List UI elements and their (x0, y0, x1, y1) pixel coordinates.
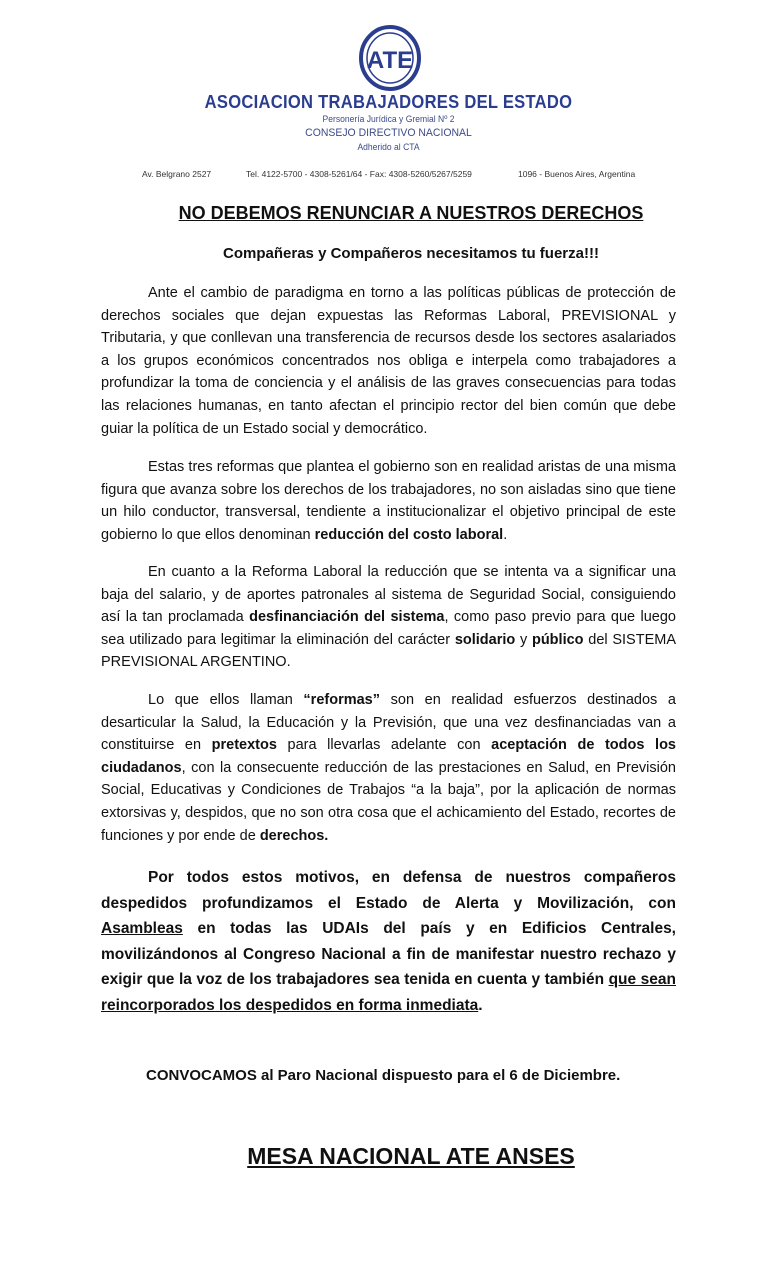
org-affiliation: Adherido al CTA (357, 142, 420, 152)
p3-text-d: del SISTEMA PREVISIONAL ARGENTINO. (101, 631, 676, 671)
letterhead (0, 0, 777, 190)
p4-emphasis-a: “reformas” (303, 692, 380, 708)
p3-text-a: En cuanto a la Reforma Laboral la reducción que se intenta va a significar una baja del salario, y de aportes patronales al sistema de Seguridad Social, consiguiendo así la tan proclamada (101, 564, 676, 626)
paragraph-3 (101, 561, 676, 674)
p2-end: . (503, 526, 508, 543)
p4-emphasis-b: pretextos (211, 737, 277, 754)
paragraph-1 (101, 282, 676, 440)
p5-text-b: en todas las UDAIs del país y en Edificios Centrales, movilizándonos al Congreso Nacional a fin de manifestar nuestro rechazo y exigir que la voz de los trabajadores sea tenida en cuenta y también (101, 920, 676, 988)
p2-emphasis: reducción del costo laboral (314, 526, 504, 543)
strike-call: CONVOCAMOS al Paro Nacional dispuesto para el 6 de Diciembre. (146, 1067, 621, 1084)
document-subtitle: Compañeras y Compañeros necesitamos tu fuerza!!! (223, 245, 599, 262)
p3-emphasis-a: desfinanciación del sistema (249, 609, 445, 626)
org-council: CONSEJO DIRECTIVO NACIONAL (305, 127, 472, 139)
ate-logo (358, 24, 422, 92)
p3-text-c: y (515, 631, 532, 648)
p5-end: . (478, 996, 483, 1014)
contact-address: Av. Belgrano 2527 (142, 169, 212, 179)
p4-text-c: para llevarlas adelante con (276, 737, 492, 754)
paragraph-2 (101, 456, 676, 546)
p4-text-b: son en realidad esfuerzos destinados a desarticular la Salud, la Educación y la Previsión, que una vez desfinanciadas van a constituirse en (101, 692, 676, 754)
p3-text-b: , como paso previo para que luego sea utilizado para legitimar la eliminación del carácter (101, 609, 676, 648)
p5-underline-b: que sean reincorporados los despedidos en forma inmediata (101, 971, 677, 1014)
p3-emphasis-c: público (531, 631, 584, 648)
org-legal-status: Personería Jurídica y Gremial Nº 2 (322, 114, 455, 124)
logo-text: ATE (366, 47, 414, 74)
org-name: ASOCIACION TRABAJADORES DEL ESTADO (204, 92, 573, 112)
p4-emphasis-d: derechos. (259, 827, 329, 844)
p4-text-d: , con la consecuente reducción de las prestaciones en Salud, en Previsión Social, Educativas y Condiciones de Trabajos “a la baja”, por la aplicación de normas extorsivas y, despidos, que no son otra cosa que el achicamiento del Estado, recortes de funciones y por ende de (101, 759, 676, 844)
paragraph-5 (101, 865, 676, 1018)
p4-text-a: Lo que ellos llaman (148, 692, 304, 708)
p1-text: Ante el cambio de paradigma en torno a las políticas públicas de protección de derechos sociales que dejan expuestas las Reformas Laboral, PREVISIONAL y Tributaria, y que conllevan una transferencia de recursos desde los sectores asalariados a los grupos económicos concentrados nos obliga e interpela como trabajadores a profundizar la toma de conciencia y el análisis de las graves consecuencias para todas las relaciones humanas, en tanto afectan el principio rector del bien común que debe guiar la política de un Estado social y democrático. (101, 285, 676, 437)
p3-emphasis-b: solidario (454, 631, 516, 648)
contact-city: 1096 - Buenos Aires, Argentina (518, 169, 636, 179)
p4-emphasis-c: aceptación de todos los ciudadanos (101, 737, 676, 776)
paragraph-4 (101, 689, 676, 847)
p5-underline-a: Asambleas (101, 920, 183, 937)
contact-phones: Tel. 4122-5700 - 4308-5261/64 - Fax: 4308-5260/5267/5259 (246, 169, 472, 179)
p2-text: Estas tres reformas que plantea el gobierno son en realidad aristas de una misma figura que avanza sobre los derechos de los trabajadores, no son aisladas sino que tiene un hilo conductor, transversal, tendiente a institucionalizar el objetivo principal de este gobierno lo que ellos denominan (101, 459, 676, 543)
document-title: NO DEBEMOS RENUNCIAR A NUESTROS DERECHOS (178, 203, 644, 223)
p5-text-a: Por todos estos motivos, en defensa de nuestros compañeros despedidos profundizamos el Estado de Alerta y Movilización, con (101, 869, 676, 912)
signature: MESA NACIONAL ATE ANSES (247, 1143, 575, 1169)
